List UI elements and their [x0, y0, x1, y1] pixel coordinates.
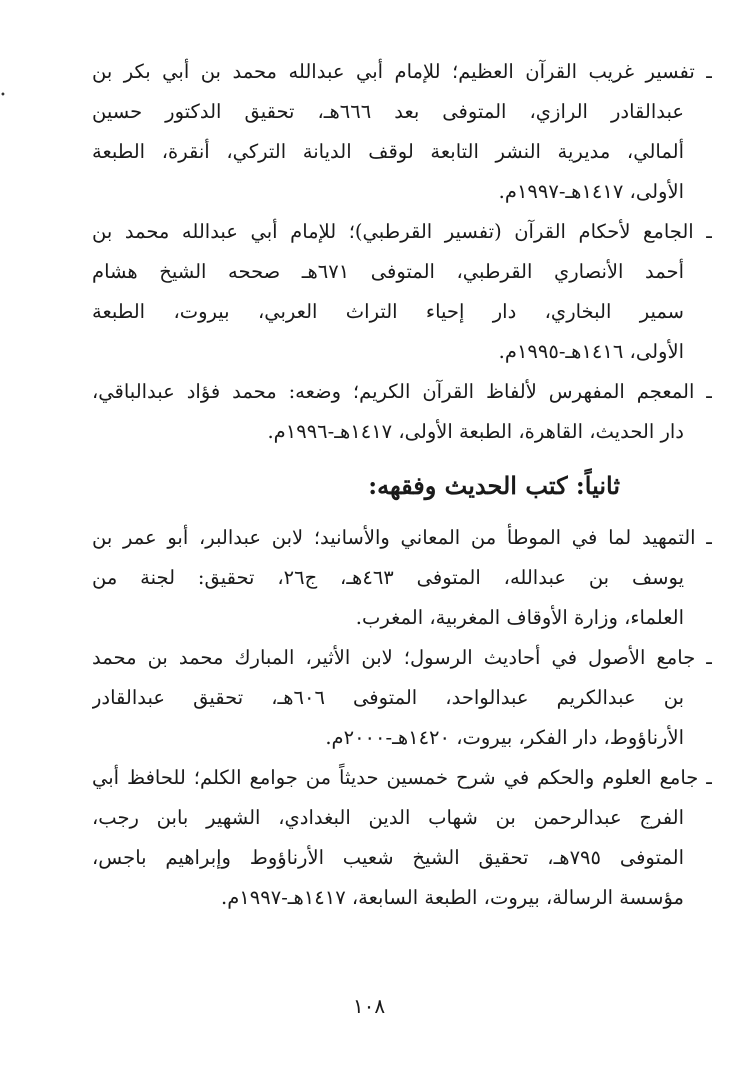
entry-line: سمير البخاري، دار إحياء التراث العربي، بيروت، الطبعة: [92, 300, 684, 323]
entry-line: الأولى، ١٤١٧هـ-١٩٩٧م.: [498, 180, 684, 203]
bibliography-page: [92, 52, 712, 918]
entry-line: يوسف بن عبدالله، المتوفى ٤٦٣هـ، ج٢٦، تحقيق: لجنة من: [92, 566, 684, 589]
entry-line: مؤسسة الرسالة، بيروت، الطبعة السابعة، ١٤١٧هـ-١٩٩٧م.: [221, 886, 684, 909]
reference-entry: [92, 638, 712, 758]
entry-line: الفرج عبدالرحمن بن شهاب الدين البغدادي، الشهير بابن رجب،: [92, 806, 684, 829]
reference-entry: [92, 52, 712, 212]
entry-line: أحمد الأنصاري القرطبي، المتوفى ٦٧١هـ صححه الشيخ هشام: [92, 260, 685, 283]
margin-speck: •: [0, 90, 6, 101]
entry-line: ـ جامع الأصول في أحاديث الرسول؛ لابن الأثير، المبارك محمد بن محمد: [92, 646, 712, 669]
entry-line: دار الحديث، القاهرة، الطبعة الأولى، ١٤١٧هـ-١٩٩٦م.: [267, 420, 684, 443]
reference-entry: [92, 758, 712, 918]
entry-line: ـ جامع العلوم والحكم في شرح خمسين حديثاً من جوامع الكلم؛ للحافظ أبي: [92, 766, 712, 789]
reference-entry: [92, 518, 712, 638]
entry-line: عبدالقادر الرازي، المتوفى بعد ٦٦٦هـ، تحقيق الدكتور حسين: [92, 100, 685, 123]
entry-line: المتوفى ٧٩٥هـ، تحقيق الشيخ شعيب الأرناؤوط وإبراهيم باجس،: [92, 846, 684, 869]
entry-line: الأرناؤوط، دار الفكر، بيروت، ١٤٢٠هـ-٢٠٠٠م.: [325, 726, 684, 749]
section-hadith: [92, 518, 712, 918]
page-number: ١٠٨: [352, 994, 386, 1018]
entry-line: ألمالي، مديرية النشر التابعة لوقف الديانة التركي، أنقرة، الطبعة: [92, 140, 684, 163]
reference-entry: [92, 372, 712, 452]
entry-line: ـ التمهيد لما في الموطأ من المعاني والأسانيد؛ لابن عبدالبر، أبو عمر بن: [92, 526, 712, 549]
entry-line: بن عبدالكريم عبدالواحد، المتوفى ٦٠٦هـ، تحقيق عبدالقادر: [92, 686, 685, 709]
entry-line: العلماء، وزارة الأوقاف المغربية، المغرب.: [355, 606, 684, 629]
entry-line: ـ الجامع لأحكام القرآن (تفسير القرطبي)؛ للإمام أبي عبدالله محمد بن: [92, 220, 712, 243]
section-heading: ثانياً: كتب الحديث وفقهه:: [368, 471, 620, 500]
entry-line: ـ تفسير غريب القرآن العظيم؛ للإمام أبي عبدالله محمد بن أبي بكر بن: [92, 60, 712, 83]
entry-line: الأولى، ١٤١٦هـ-١٩٩٥م.: [498, 340, 684, 363]
section-quran-tafsir: [92, 52, 712, 452]
entry-line: ـ المعجم المفهرس لألفاظ القرآن الكريم؛ وضعه: محمد فؤاد عبدالباقي،: [92, 380, 712, 403]
reference-entry: [92, 212, 712, 372]
